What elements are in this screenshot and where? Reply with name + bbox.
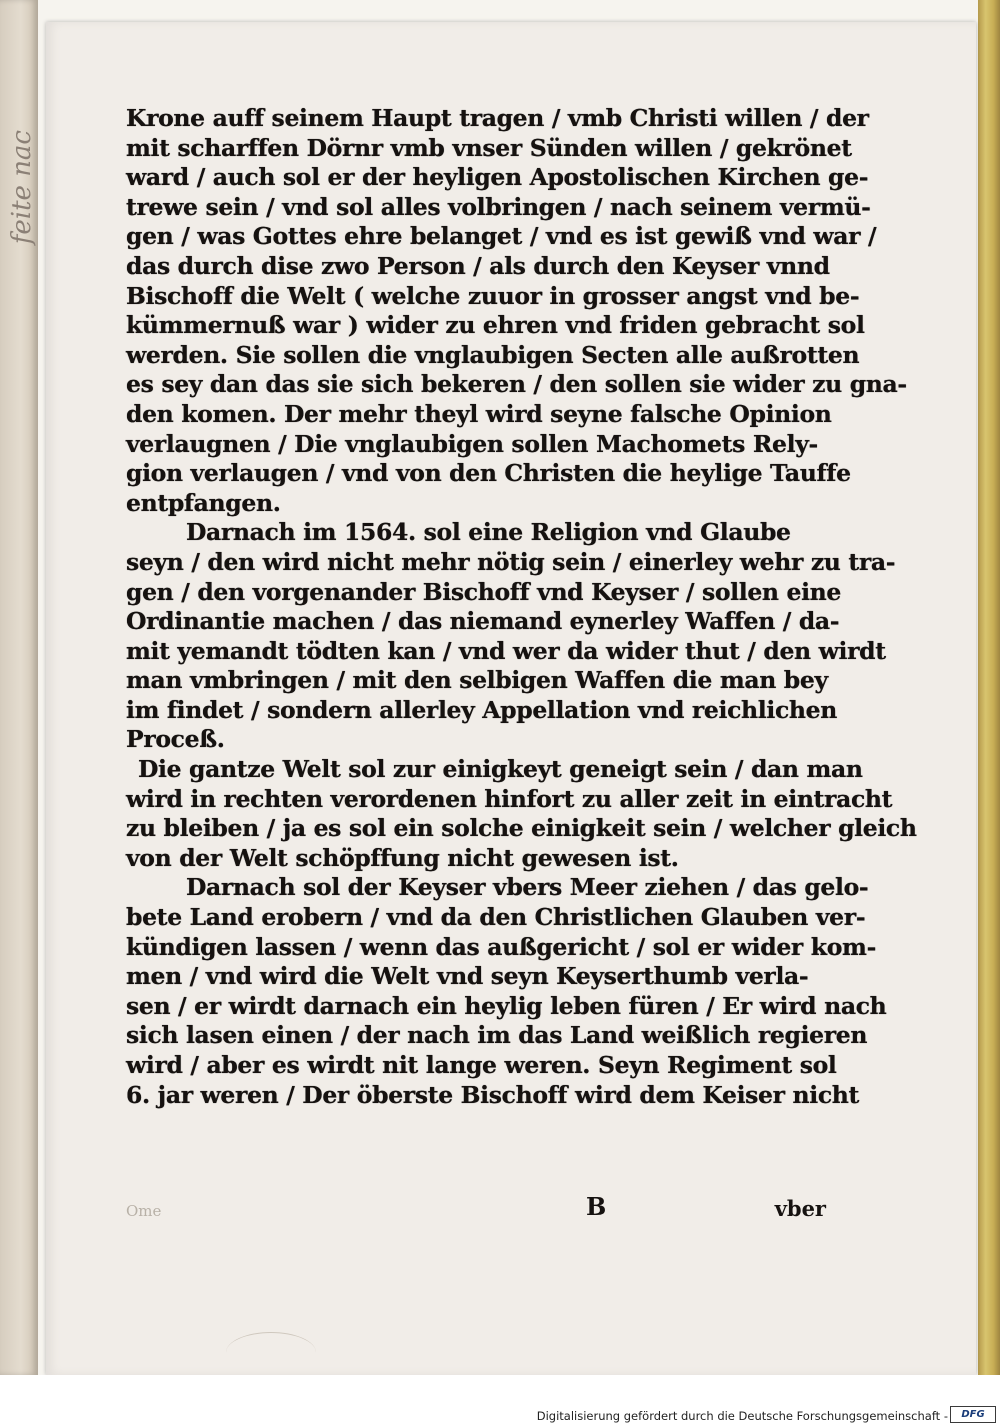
text-line: men / vnd wird die Welt vnd seyn Keyserthumb verla- (126, 962, 809, 991)
body-text (126, 104, 917, 1110)
text-line: werden. Sie sollen die vnglaubigen Secten alle außrotten (126, 340, 860, 369)
text-line: gion verlaugen / vnd von den Christen die heylige Tauffe (126, 459, 851, 488)
text-line: wird / aber es wirdt nit lange weren. Seyn Regiment sol (126, 1051, 837, 1079)
text-line: gen / den vorgenander Bischoff vnd Keyser / sollen eine (126, 577, 842, 606)
funding-credit: Digitalisierung gefördert durch die Deutsche Forschungsgemeinschaft - (536, 1409, 948, 1423)
text-line: es sey dan das sie sich bekeren / den sollen sie wider zu gna- (126, 370, 907, 399)
handwritten-scribble: feite nac (7, 130, 37, 245)
text-line: ward / auch sol er der heyligen Apostolischen Kirchen ge- (126, 163, 869, 192)
text-line: Proceß. (126, 725, 225, 754)
bleed-through-text: Ome (126, 1202, 162, 1220)
text-line: kümmernuß war ) wider zu ehren vnd friden gebracht sol (126, 311, 865, 340)
catchword: vber (774, 1196, 826, 1221)
page-curve-decoration (226, 1332, 316, 1373)
text-line: im findet / sondern allerley Appellation vnd reichlichen (126, 695, 837, 724)
text-line: kündigen lassen / wenn das außgericht / sol er wider kom- (126, 932, 876, 961)
text-line: Darnach sol der Keyser vbers Meer ziehen / das gelo- (186, 873, 869, 902)
text-line: seyn / den wird nicht mehr nötig sein / einerley wehr zu tra- (126, 547, 896, 576)
signature-mark: B (586, 1192, 607, 1221)
text-line: Bischoff die Welt ( welche zuuor in grosser angst vnd be- (126, 281, 860, 310)
book-cover-edge (978, 0, 1000, 1375)
text-line: entpfangen. (126, 488, 281, 517)
text-line: Ordinantie machen / das niemand eynerley Waffen / da- (126, 607, 840, 636)
document-page (46, 22, 976, 1375)
text-line: das durch dise zwo Person / als durch den Keyser vnnd (126, 251, 830, 280)
text-line: sen / er wirdt darnach ein heylig leben füren / Er wird nach (126, 991, 887, 1020)
text-line: mit yemandt tödten kan / vnd wer da wider thut / den wirdt (126, 636, 886, 665)
text-line: mit scharffen Dörnr vmb vnser Sünden willen / gekrönet (126, 133, 852, 162)
text-line: man vmbringen / mit den selbigen Waffen die man bey (126, 666, 828, 695)
text-line: den komen. Der mehr theyl wird seyne falsche Opinion (126, 399, 832, 428)
previous-page-edge (0, 0, 38, 1375)
dfg-logo: DFG (950, 1406, 996, 1423)
text-line: trewe sein / vnd sol alles volbringen / nach seinem vermü- (126, 192, 871, 221)
text-line: sich lasen einen / der nach im das Land weißlich regieren (126, 1021, 868, 1050)
text-line: verlaugnen / Die vnglaubigen sollen Machomets Rely- (126, 429, 818, 458)
text-line: zu bleiben / ja es sol ein solche einigkeit sein / welcher gleich (126, 814, 917, 843)
text-line: 6. jar weren / Der öberste Bischoff wird dem Keiser nicht (126, 1080, 860, 1109)
text-line: von der Welt schöpffung nicht gewesen ist. (126, 843, 679, 872)
text-line: bete Land erobern / vnd da den Christlichen Glauben ver- (126, 903, 866, 932)
text-line: Krone auff seinem Haupt tragen / vmb Christi willen / der (126, 104, 869, 132)
text-line: Die gantze Welt sol zur einigkeyt geneigt sein / dan man (138, 755, 863, 784)
text-line: Darnach im 1564. sol eine Religion vnd Glaube (186, 518, 791, 547)
page-footer-marks (126, 1192, 826, 1232)
digitization-footer (0, 1375, 1000, 1423)
text-line: gen / was Gottes ehre belanget / vnd es ist gewiß vnd war / (126, 222, 877, 251)
text-line: wird in rechten verordenen hinfort zu aller zeit in eintracht (126, 784, 893, 813)
